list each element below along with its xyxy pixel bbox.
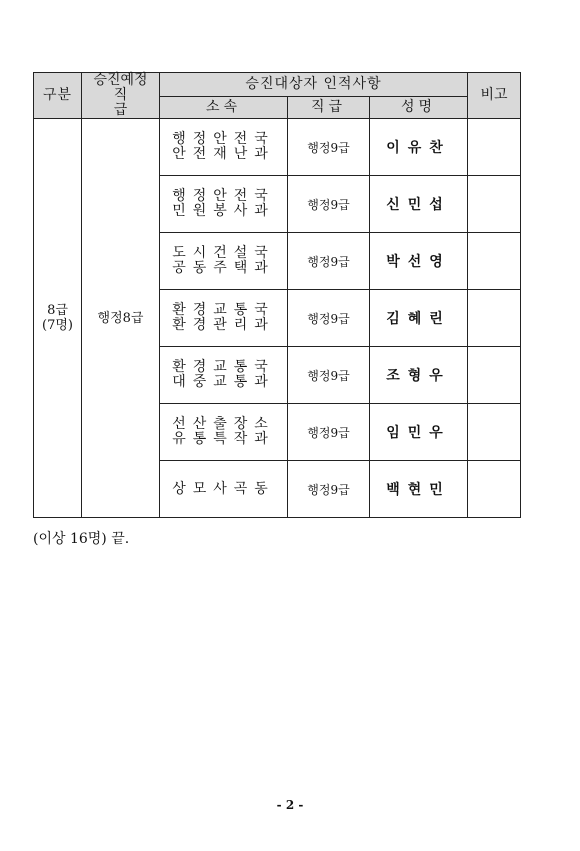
page-number: - 2 - <box>276 798 304 812</box>
header-promo-line2: 직 급 <box>113 87 152 118</box>
dept-cell <box>160 404 288 461</box>
grade-cell: 행정9급 <box>288 290 370 347</box>
dept-cell <box>160 290 288 347</box>
name-cell: 박선영 <box>370 233 468 290</box>
dept-line2: 민원봉사과 <box>172 203 275 219</box>
header-bigo: 비고 <box>468 73 521 119</box>
header-grade: 직급 <box>288 97 370 119</box>
grade-cell: 행정9급 <box>288 119 370 176</box>
dept-cell <box>160 233 288 290</box>
dept-line2: 대중교통과 <box>172 374 275 390</box>
name-cell: 이유찬 <box>370 119 468 176</box>
dept-line1: 상모사곡동 <box>172 480 275 497</box>
dept-line2: 안전재난과 <box>172 146 275 162</box>
grade-cell: 행정9급 <box>288 233 370 290</box>
dept-cell <box>160 461 288 518</box>
header-target-info: 승진대상자 인적사항 <box>160 73 468 97</box>
dept-line1: 도시건설국 <box>172 245 275 261</box>
bigo-cell <box>468 404 521 461</box>
name-cell: 김혜린 <box>370 290 468 347</box>
bigo-cell <box>468 176 521 233</box>
name-cell: 백현민 <box>370 461 468 518</box>
bigo-cell <box>468 119 521 176</box>
header-dept: 소속 <box>160 97 288 119</box>
closing-note: (이상 16명) 끝. <box>33 531 130 547</box>
grade-cell: 행정9급 <box>288 347 370 404</box>
promotion-table <box>33 72 521 518</box>
header-promo-line1: 승진예정 <box>93 72 148 88</box>
dept-line2: 환경관리과 <box>172 317 275 333</box>
dept-cell <box>160 119 288 176</box>
group-gubun-line2: (7명) <box>42 318 73 333</box>
dept-line2: 유통특작과 <box>172 431 275 447</box>
grade-cell: 행정9급 <box>288 461 370 518</box>
name-cell: 조형우 <box>370 347 468 404</box>
dept-line1: 행정안전국 <box>172 131 275 147</box>
dept-cell <box>160 176 288 233</box>
dept-line1: 선산출장소 <box>172 416 275 432</box>
group-gubun-line1: 8급 <box>47 303 68 318</box>
table-row <box>34 119 521 176</box>
group-gubun <box>34 119 82 518</box>
header-promo-grade <box>82 73 160 119</box>
bigo-cell <box>468 347 521 404</box>
dept-line1: 환경교통국 <box>172 302 275 318</box>
dept-cell <box>160 347 288 404</box>
dept-line1: 행정안전국 <box>172 188 275 204</box>
name-cell: 신민섭 <box>370 176 468 233</box>
bigo-cell <box>468 461 521 518</box>
group-promo-grade: 행정8급 <box>82 119 160 518</box>
grade-cell: 행정9급 <box>288 176 370 233</box>
header-gubun: 구분 <box>34 73 82 119</box>
header-name: 성명 <box>370 97 468 119</box>
bigo-cell <box>468 290 521 347</box>
bigo-cell <box>468 233 521 290</box>
grade-cell: 행정9급 <box>288 404 370 461</box>
name-cell: 임민우 <box>370 404 468 461</box>
dept-line2: 공동주택과 <box>172 260 275 276</box>
dept-line1: 환경교통국 <box>172 359 275 375</box>
